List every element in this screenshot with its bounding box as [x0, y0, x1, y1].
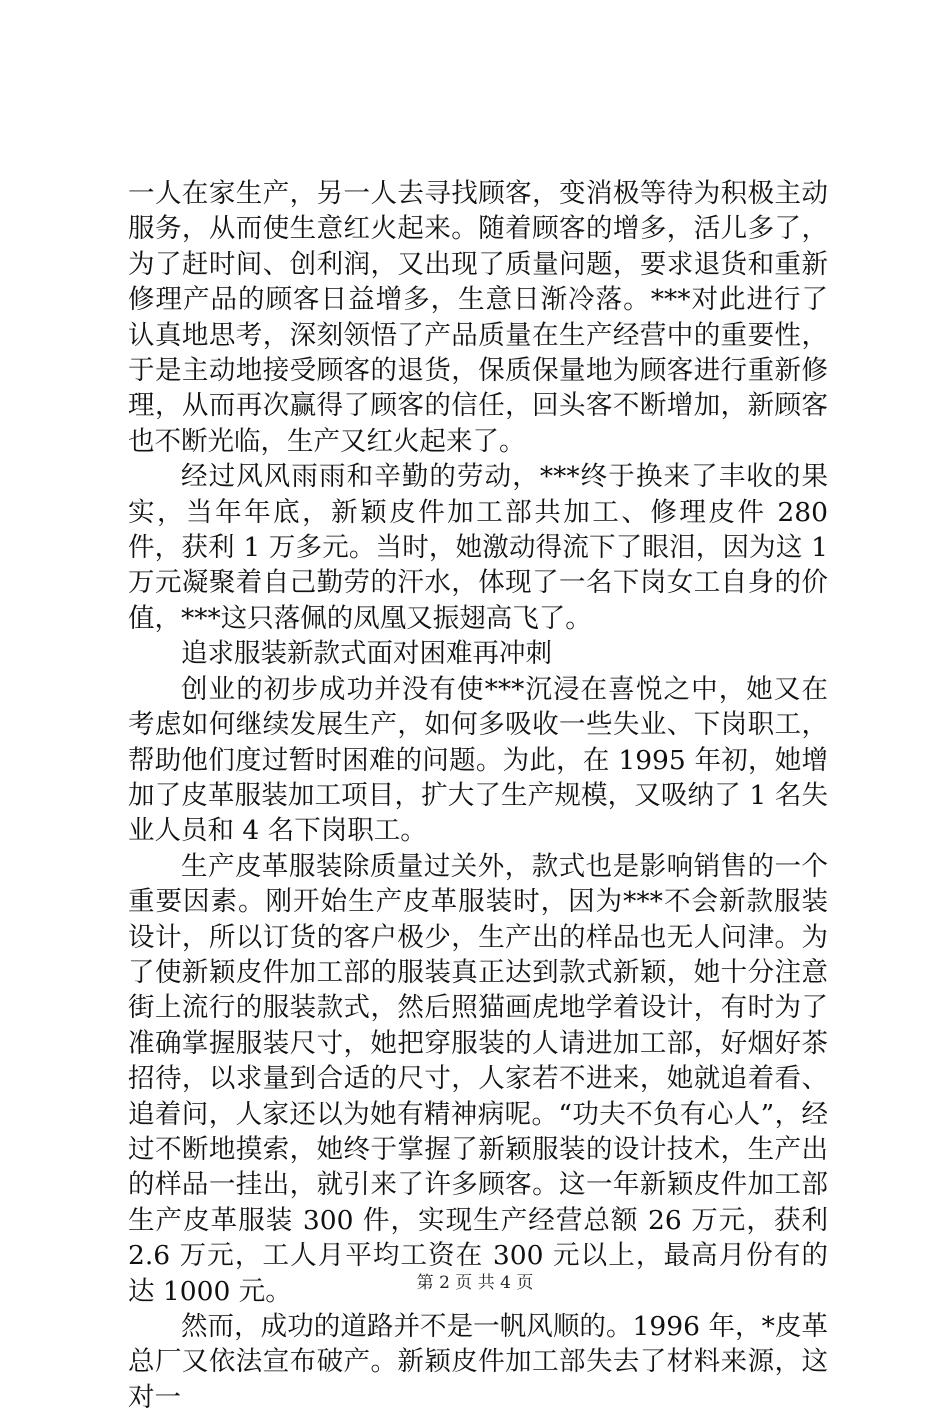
- page-number-footer: 第 2 页 共 4 页: [416, 1273, 534, 1293]
- section-heading: 追求服装新款式面对困难再冲刺: [181, 638, 552, 670]
- paragraph-bankruptcy: 然而，成功的道路并不是一帆风顺的。1996 年，*皮革总厂又依法宣布破产。新颖皮件加工部失去了材料来源，这对一: [128, 1311, 828, 1413]
- paragraph-harvest: 经过风风雨雨和辛勤的劳动，***终于换来了丰收的果实，当年年底，新颖皮件加工部共加工、修理皮件 280 件，获利 1 万多元。当时，她激动得流下了眼泪，因为这 1 万元凝聚着自己勤劳的汗水，体现了一名下岗女工自身的价值，***这只落佩的凤凰又振翅高飞了。: [128, 461, 828, 634]
- paragraph-continuation: 一人在家生产，另一人去寻找顾客，变消极等待为积极主动服务，从而使生意红火起来。随着顾客的增多，活儿多了，为了赶时间、创利润，又出现了质量问题，要求退货和重新修理产品的顾客日益增多，生意日渐冷落。***对此进行了认真地思考，深刻领悟了产品质量在生产经营中的重要性，于是主动地接受顾客的退货，保质保量地为顾客进行重新修理，从而再次赢得了顾客的信任，回头客不断增加，新顾客也不断光临，生产又红火起来了。: [128, 178, 828, 457]
- document-body: [128, 176, 828, 1415]
- paragraph-fashion-design: 生产皮革服装除质量过关外，款式也是影响销售的一个重要因素。刚开始生产皮革服装时，因为***不会新款服装设计，所以订货的客户极少，生产出的样品也无人问津。为了使新颖皮件加工部的服装真正达到款式新颖，她十分注意街上流行的服装款式，然后照猫画虎地学着设计，有时为了准确掌握服装尺寸，她把穿服装的人请进加工部，好烟好茶招待，以求量到合适的尺寸，人家若不进来，她就追着看、追着问，人家还以为她有精神病呢。“功夫不负有心人”，经过不断地摸索，她终于掌握了新颖服装的设计技术，生产出的样品一挂出，就引来了许多顾客。这一年新颖皮件加工部生产皮革服装 300 件，实现生产经营总额 26 万元，获利 2.6 万元，工人月平均工资在 300 元以上，最高月份有的达 1000 元。: [128, 850, 828, 1307]
- paragraph-expansion: 创业的初步成功并没有使***沉浸在喜悦之中，她又在考虑如何继续发展生产，如何多吸收一些失业、下岗职工，帮助他们度过暂时困难的问题。为此，在 1995 年初，她增加了皮革服装加工项目，扩大了生产规模，又吸纳了 1 名失业人员和 4 名下岗职工。: [128, 673, 828, 847]
